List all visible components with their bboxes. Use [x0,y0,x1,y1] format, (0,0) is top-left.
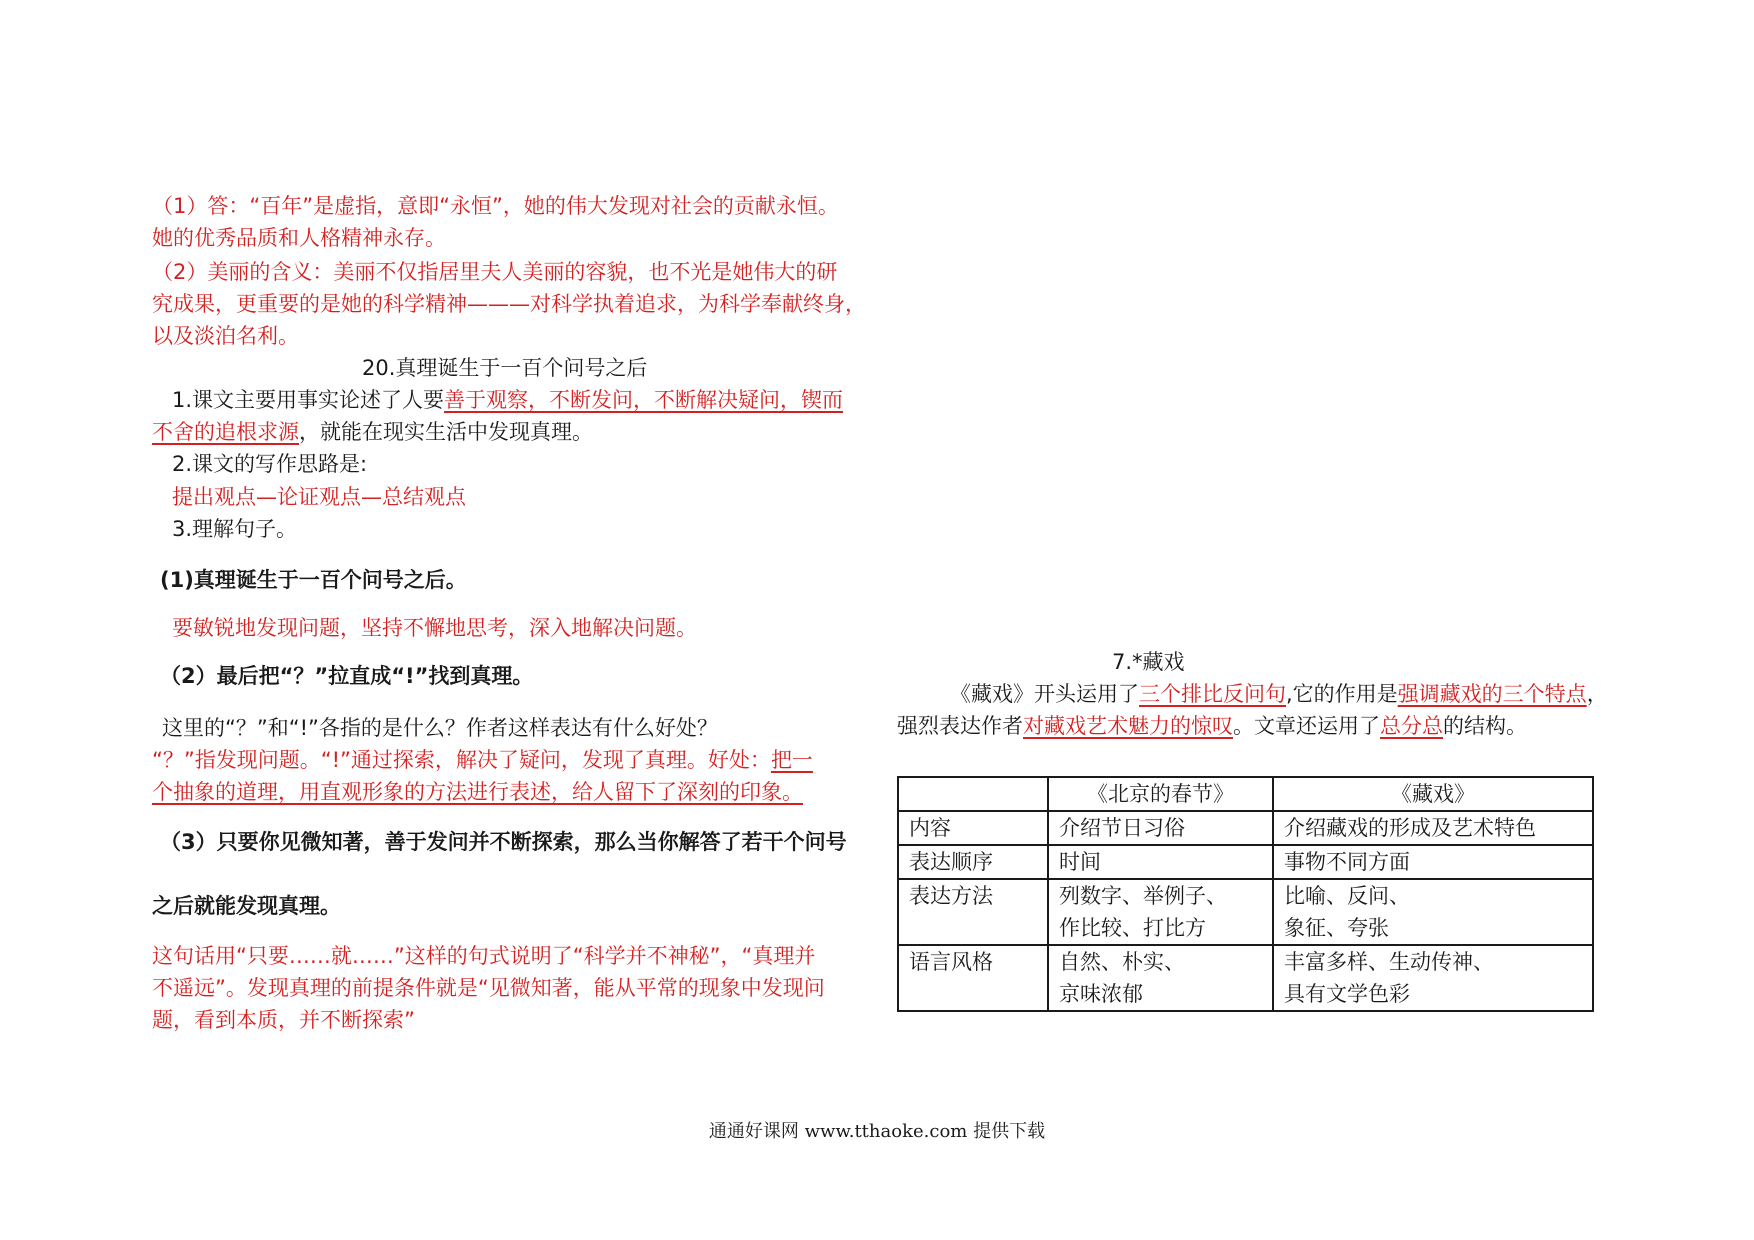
p1-answer-a: 三个排比反问句 [1139,682,1286,706]
item-1 [172,384,843,416]
cell-line: 作比较、打比方 [1059,916,1206,940]
row-label: 语言风格 [898,945,1048,1011]
cell-zangxi: 介绍藏戏的形成及艺术特色 [1273,811,1593,845]
answer-1-line-1: （1）答：“百年”是虚指，意即“永恒”，她的伟大发现对社会的贡献永恒。 [152,194,839,218]
zangxi-paragraph-line-1 [950,678,1608,710]
row-label: 表达顺序 [898,845,1048,879]
sentence-3-answer-line-3: 题，看到本质，并不断探索” [152,1008,415,1032]
answer-2-line-2: 究成果，更重要的是她的科学精神———对科学执着追求，为科学奉献终身， [152,292,866,316]
cell-line: 列数字、举例子、 [1059,884,1227,908]
item-2-label: 2.课文的写作思路是: [172,452,368,476]
sentence-2-question: 这里的“？”和“!”各指的是什么？作者这样表达有什么好处？ [162,716,718,740]
answer-1-line-2: 她的优秀品质和人格精神永存。 [152,226,446,250]
table-header-row [898,777,1593,811]
cell-line: 京味浓郁 [1059,982,1143,1006]
comparison-table-wrap [897,776,1594,1012]
table-row [898,845,1593,879]
p2-mid: 。文章还运用了 [1233,714,1380,738]
item-2-answer: 提出观点—论证观点—总结观点 [172,485,466,509]
sentence-3-answer-line-1: 这句话用“只要……就……”这样的句式说明了“科学并不神秘”，“真理并 [152,944,816,968]
zangxi-paragraph-line-2 [897,710,1527,742]
header-cell-zangxi: 《藏戏》 [1273,777,1593,811]
cell-line: 丰富多样、生动传神、 [1284,950,1494,974]
item-1-suffix: ，就能在现实生活中发现真理。 [299,420,593,444]
cell-beijing [1048,945,1273,1011]
sentence-3-label-line-2: 之后就能发现真理。 [152,894,341,918]
row-label: 表达方法 [898,879,1048,945]
sentence-3-label-line-1: （3）只要你见微知著，善于发问并不断探索，那么当你解答了若干个问号 [160,830,847,854]
sentence-2-answer-line-2 [152,776,803,808]
cell-beijing: 介绍节日习俗 [1048,811,1273,845]
p2-answer-a: 对藏戏艺术魅力的惊叹 [1023,714,1233,738]
sentence-1-answer: 要敏锐地发现问题，坚持不懈地思考，深入地解决问题。 [172,616,697,640]
cell-zangxi [1273,945,1593,1011]
item-3-label: 3.理解句子。 [172,517,298,541]
cell-line: 具有文学色彩 [1284,982,1410,1006]
header-cell-beijing: 《北京的春节》 [1048,777,1273,811]
footer-source: 通通好课网 www.tthaoke.com 提供下载 [708,1121,1046,1142]
answer-2-line-3: 以及淡泊名利。 [152,324,299,348]
p1-prefix: 《藏戏》开头运用了 [950,682,1139,706]
answer-2-line-1: （2）美丽的含义：美丽不仅指居里夫人美丽的容貌，也不光是她伟大的研 [152,260,838,284]
header-cell-empty [898,777,1048,811]
cell-line: 比喻、反问、 [1284,884,1410,908]
row-label: 内容 [898,811,1048,845]
sentence-3-answer-line-2: 不遥远”。发现真理的前提条件就是“见微知著，能从平常的现象中发现问 [152,976,825,1000]
cell-zangxi: 事物不同方面 [1273,845,1593,879]
item-1-cont [152,416,593,448]
cell-beijing: 时间 [1048,845,1273,879]
sentence-1-label: (1)真理诞生于一百个问号之后。 [160,568,467,592]
lesson-7-title: 7.*藏戏 [1112,650,1185,674]
cell-beijing [1048,879,1273,945]
p2-prefix: 强烈表达作者 [897,714,1023,738]
p1-mid: ,它的作用是 [1286,682,1398,706]
sentence-2-answer-ul-a: 把一 [770,748,813,772]
table-row [898,879,1593,945]
table-row [898,811,1593,845]
table-row [898,945,1593,1011]
sentence-2-answer-line-1 [152,744,813,776]
sentence-2-answer-prefix: “？”指发现问题。“!”通过探索，解决了疑问，发现了真理。好处： [152,748,771,772]
item-1-answer-a: 善于观察，不断发问，不断解决疑问，锲而 [444,388,844,412]
p2-answer-b: 总分总 [1380,714,1443,738]
comparison-table [897,776,1594,1012]
item-1-answer-b: 不舍的追根求源 [152,420,299,444]
sentence-2-answer-ul-b: 个抽象的道理，用直观形象的方法进行表述，给人留下了深刻的印象。 [152,780,803,804]
item-1-prefix: 1.课文主要用事实论述了人要 [172,388,445,412]
sentence-2-label: （2）最后把“？”拉直成“!”找到真理。 [160,664,534,688]
cell-line: 自然、朴实、 [1059,950,1185,974]
p1-comma: ， [1586,682,1608,706]
cell-zangxi [1273,879,1593,945]
lesson-20-title: 20.真理诞生于一百个问号之后 [362,356,648,380]
p2-suffix: 的结构。 [1443,714,1527,738]
p1-answer-b: 强调藏戏的三个特点 [1397,682,1587,706]
cell-line: 象征、夸张 [1284,916,1389,940]
